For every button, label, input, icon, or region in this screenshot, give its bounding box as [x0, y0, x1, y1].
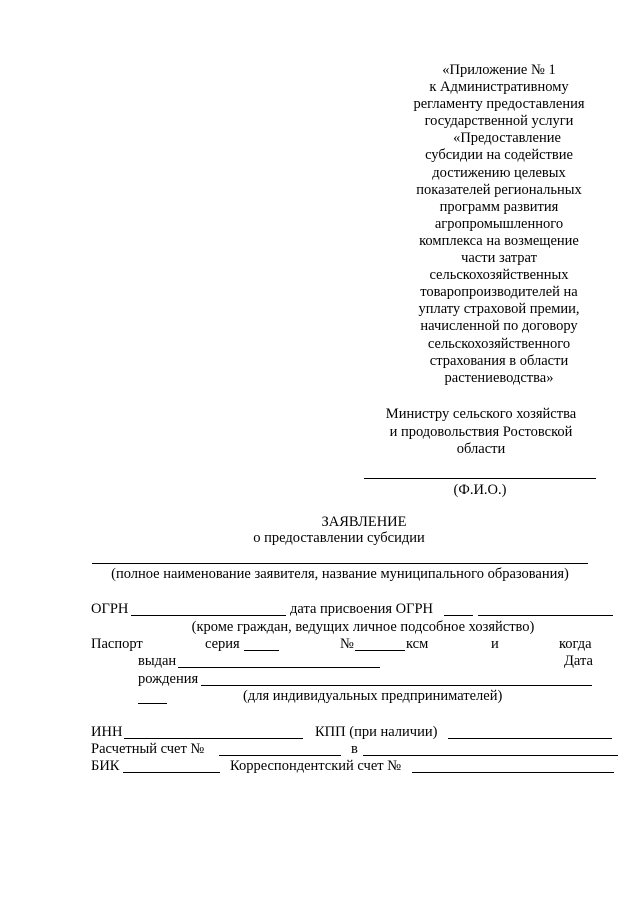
applicant-name-line[interactable] [92, 563, 588, 564]
addressee-line: и продовольствия Ростовской [389, 423, 573, 440]
ogrn-label: ОГРН [91, 601, 129, 617]
appendix-line: «Приложение № 1 [442, 62, 556, 78]
inn-label: ИНН [91, 724, 123, 740]
bik-field[interactable] [123, 772, 220, 773]
appendix-line: растениеводства» [444, 369, 554, 386]
applicant-caption: (полное наименование заявителя, название муниципального образования) [111, 566, 569, 582]
appendix-line: части затрат [461, 250, 537, 267]
series-field[interactable] [244, 650, 279, 651]
document-title: ЗАЯВЛЕНИЕ [321, 514, 407, 530]
appendix-line: страхования в области [429, 352, 569, 369]
kpp-label: КПП (при наличии) [315, 724, 438, 740]
birth-date-field[interactable] [201, 685, 592, 686]
series-label: серия [205, 636, 240, 652]
addressee-line: области [456, 441, 506, 457]
issued-label: выдан [138, 653, 177, 669]
bank-in-label: в [351, 741, 358, 757]
appendix-line: регламенту предоставления [413, 96, 585, 113]
ksm-label: ксм [406, 636, 429, 652]
appendix-line: начисленной по договору [420, 318, 578, 335]
appendix-line: товаропроизводителей на [420, 284, 578, 301]
fio-caption: (Ф.И.О.) [453, 482, 507, 498]
issued-field[interactable] [178, 667, 380, 668]
ogrn-date-label: дата присвоения ОГРН [290, 601, 434, 617]
corr-account-field[interactable] [412, 772, 614, 773]
appendix-line: достижению целевых [432, 164, 566, 181]
birth-label: рождения [138, 671, 199, 687]
kpp-field[interactable] [448, 738, 612, 739]
inn-field[interactable] [124, 738, 303, 739]
ogrn-date-field-2[interactable] [478, 615, 613, 616]
appendix-line: комплекса на возмещение [419, 232, 579, 249]
appendix-line: сельскохозяйственных [429, 267, 569, 284]
fio-input-line[interactable] [364, 478, 596, 479]
appendix-line: программ развития [439, 198, 559, 215]
appendix-header [394, 62, 604, 387]
account-label: Расчетный счет № [91, 741, 205, 757]
account-field[interactable] [219, 755, 341, 756]
appendix-line: государственной услуги [424, 113, 574, 130]
passport-number-field[interactable] [355, 650, 405, 651]
appendix-line: субсидии на содействие [425, 147, 573, 164]
appendix-line: агропромышленного [434, 215, 564, 232]
appendix-line: сельскохозяйственного [427, 335, 571, 352]
ogrn-field[interactable] [131, 615, 286, 616]
appendix-line: уплату страховой премии, [418, 301, 580, 318]
addressee-line: Министру сельского хозяйства [385, 406, 577, 422]
birth-extra-field[interactable] [138, 703, 167, 704]
ogrn-note: (кроме граждан, ведущих личное подсобное хозяйство) [191, 619, 535, 635]
corr-account-label: Корреспондентский счет № [230, 758, 402, 774]
passport-label: Паспорт [91, 636, 143, 652]
bik-label: БИК [91, 758, 120, 774]
appendix-line: показателей региональных [416, 181, 582, 198]
addressee-block [370, 406, 592, 459]
and-label: и [491, 636, 499, 652]
date-label: Дата [564, 653, 593, 669]
ogrn-date-field-1[interactable] [444, 615, 473, 616]
document-subtitle: о предоставлении субсидии [253, 530, 425, 546]
ip-note: (для индивидуальных предпринимателей) [243, 688, 503, 704]
appendix-line: «Предоставление [453, 130, 561, 147]
number-label: № [340, 636, 354, 652]
bank-field[interactable] [363, 755, 618, 756]
appendix-line: к Административному [429, 79, 569, 96]
when-label: когда [559, 636, 592, 652]
